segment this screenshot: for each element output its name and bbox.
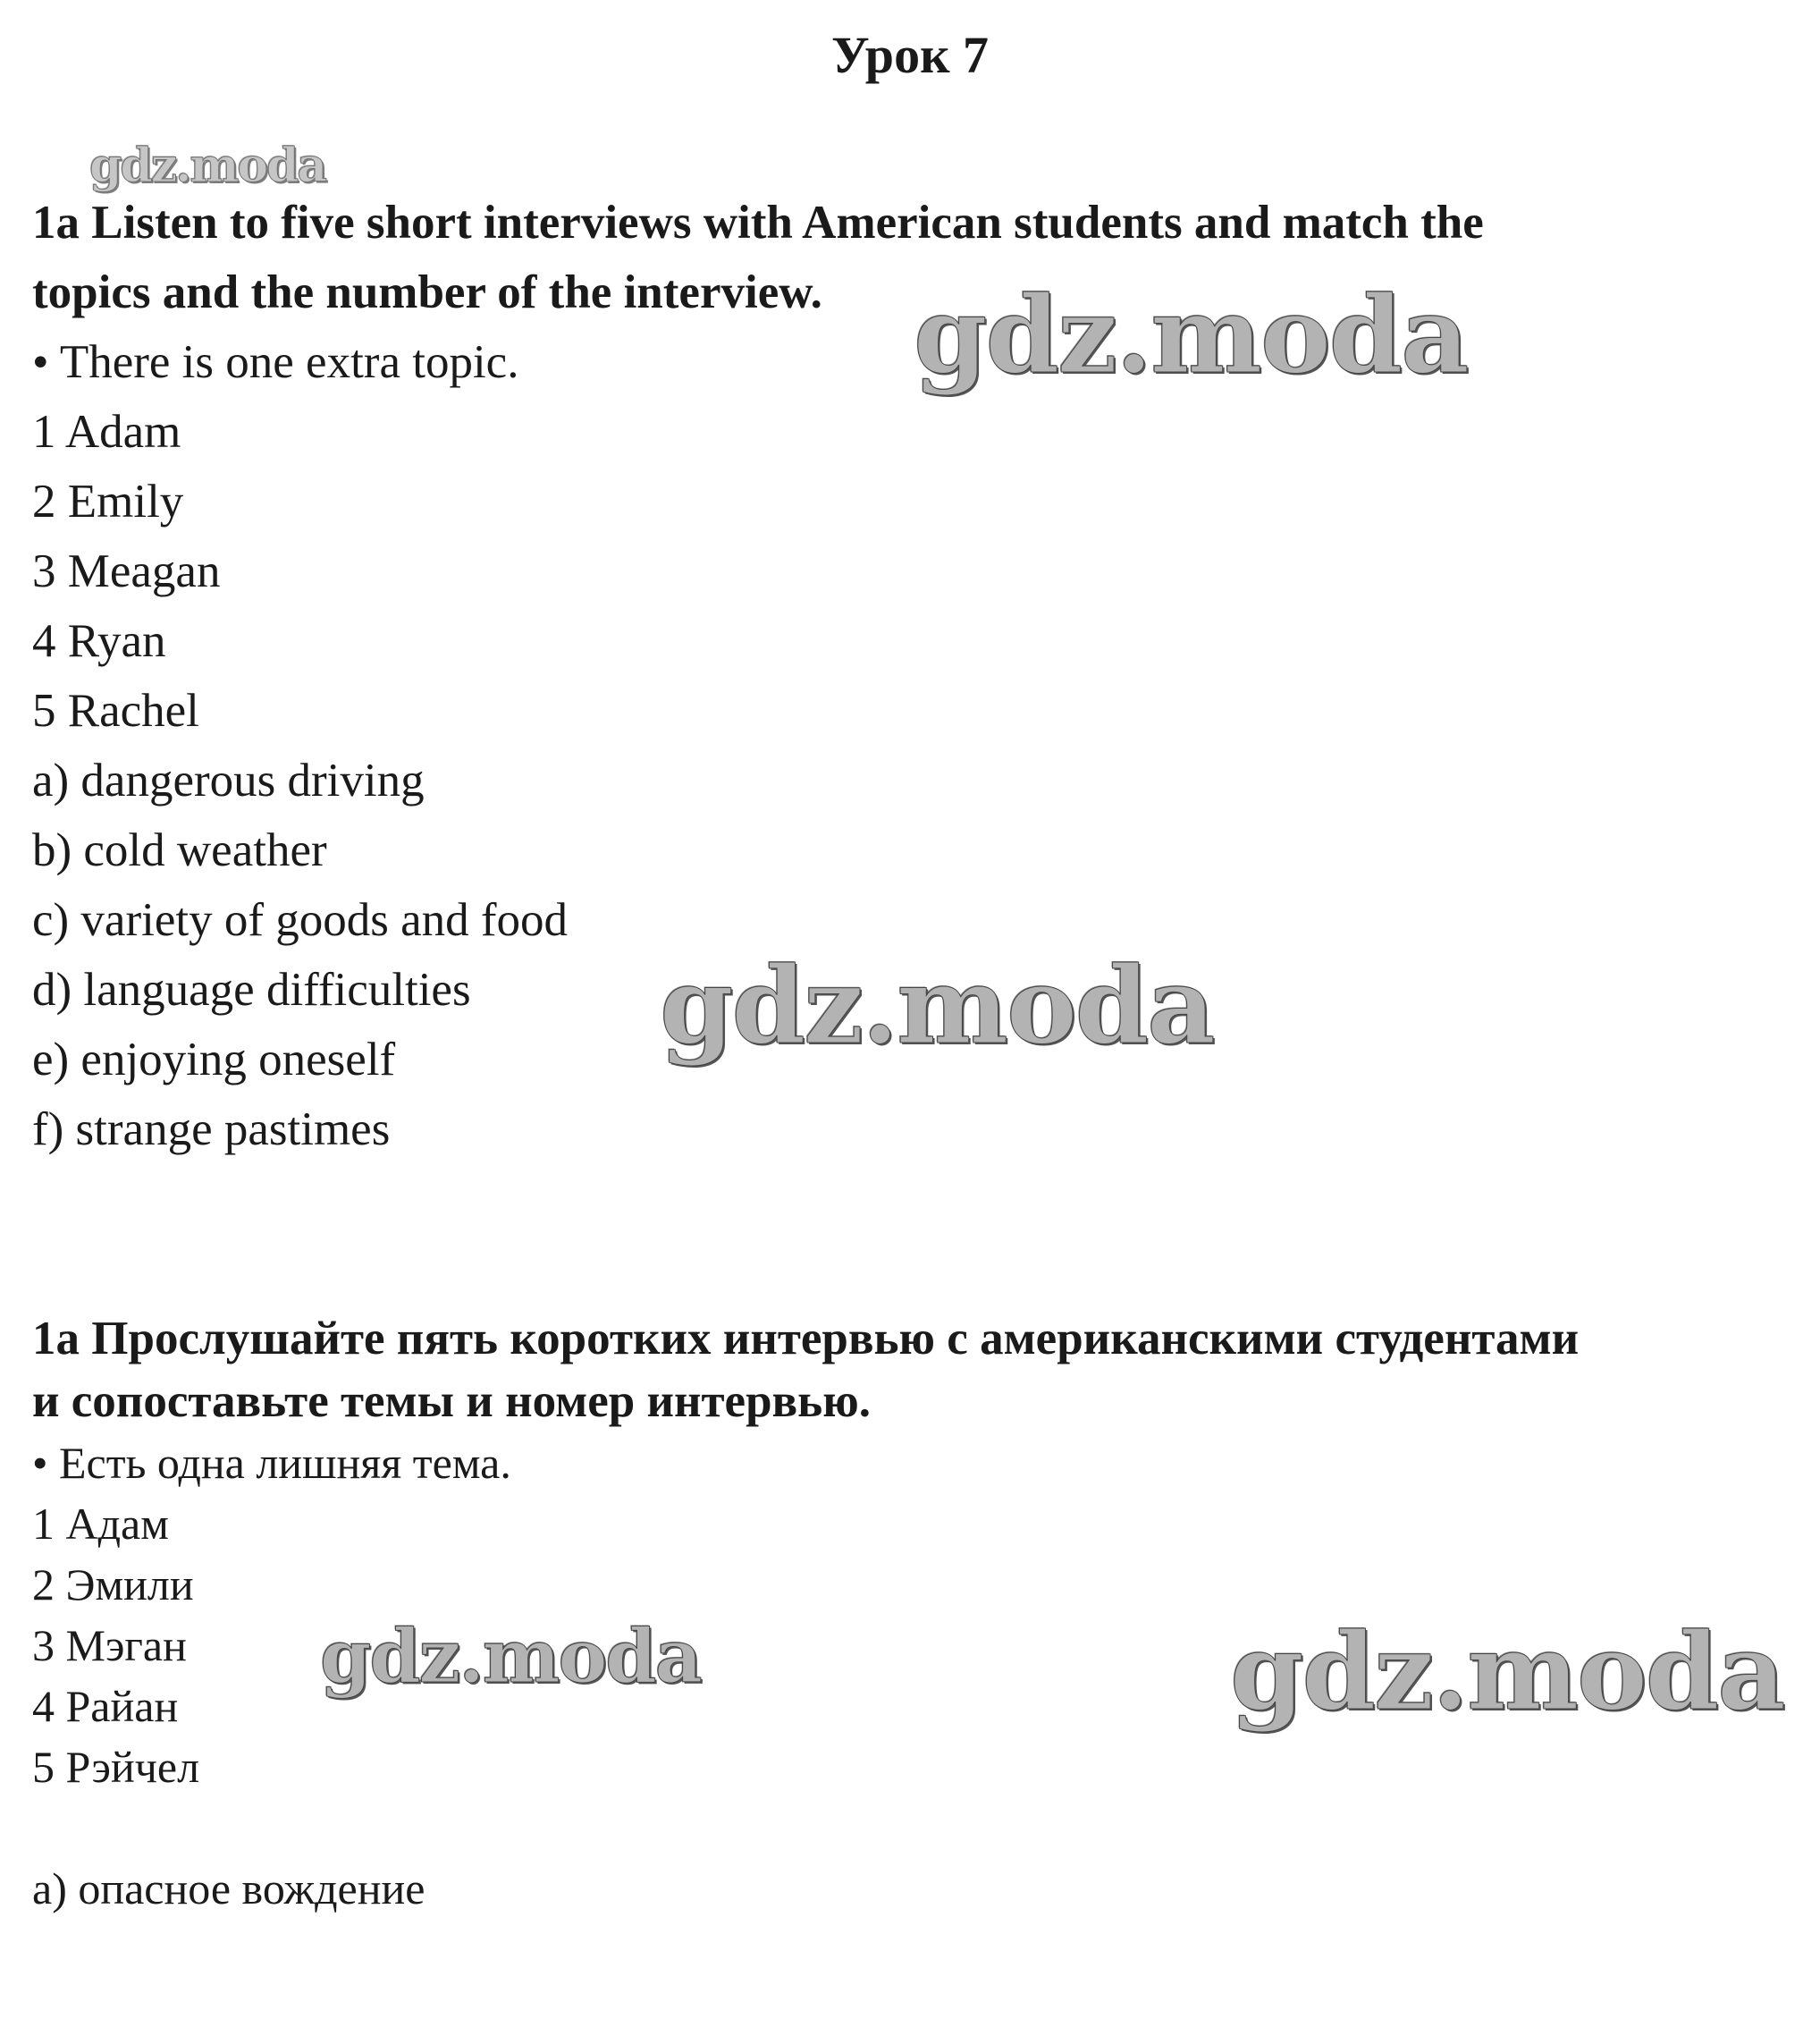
list-item: 4 Ryan: [32, 615, 166, 667]
list-item: b) cold weather: [32, 824, 327, 876]
people-list-ru: [32, 1493, 1784, 1797]
watermark: gdz.moda: [660, 943, 1214, 1068]
exercise-heading-en-line1: 1a Listen to five short interviews with American students and match the: [32, 197, 1484, 249]
list-item: 3 Мэган: [32, 1620, 187, 1670]
topics-list-ru: [32, 1858, 1784, 1919]
watermark: gdz.moda: [914, 273, 1468, 397]
exercise-heading-en-line2: topics and the number of the interview.: [32, 266, 822, 318]
list-item: f) strange pastimes: [32, 1103, 391, 1155]
list-item: e) enjoying oneself: [32, 1034, 396, 1085]
exercise-heading-ru-line2: и сопоставьте темы и номер интервью.: [32, 1375, 871, 1427]
exercise-russian: [32, 1307, 1784, 1919]
watermark: gdz.moda: [89, 139, 326, 193]
exercise-english: [32, 188, 1784, 1164]
list-item: 5 Рэйчел: [32, 1742, 200, 1792]
people-list-en: [32, 397, 1784, 746]
topics-list-en: [32, 746, 1784, 1164]
list-item: a) dangerous driving: [32, 755, 425, 807]
exercise-note-en: • There is one extra topic.: [32, 336, 519, 388]
list-item: 2 Emily: [32, 476, 184, 528]
exercise-heading-ru-line1: 1a Прослушайте пять коротких интервью с американскими студентами: [32, 1313, 1580, 1364]
list-item: 4 Райан: [32, 1681, 179, 1731]
page-title: Урок 7: [831, 26, 989, 84]
watermark: gdz.moda: [320, 1614, 701, 1700]
list-item: 3 Meagan: [32, 545, 221, 597]
list-item: c) variety of goods and food: [32, 894, 569, 946]
list-item: d) language difficulties: [32, 964, 471, 1016]
watermark: gdz.moda: [1230, 1609, 1784, 1734]
list-item: 2 Эмили: [32, 1559, 194, 1609]
list-item: 1 Адам: [32, 1499, 169, 1549]
list-item: 1 Adam: [32, 406, 181, 458]
list-item: а) опасное вождение: [32, 1863, 426, 1913]
list-item: 5 Rachel: [32, 685, 199, 737]
exercise-note-ru: • Есть одна лишняя тема.: [32, 1438, 511, 1488]
